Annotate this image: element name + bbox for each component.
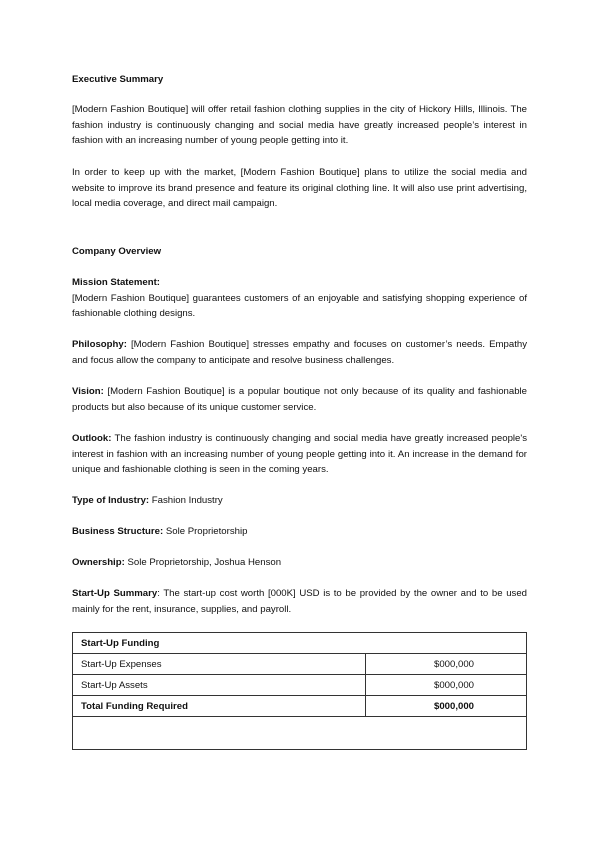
- startup-summary-label: Start-Up Summary: [72, 588, 158, 599]
- executive-summary-paragraph-1: [Modern Fashion Boutique] will offer retail fashion clothing supplies in the city of Hickory Hills, Illinois. The fashion industry is continuously changing and social media have greatly increased people’s interest in fashion with an increasing number of young people getting into it.: [72, 104, 527, 146]
- mission-statement-text: [Modern Fashion Boutique] guarantees customers of an enjoyable and satisfying shopping experience of fashionable clothing designs.: [72, 292, 527, 319]
- outlook-label: Outlook:: [72, 433, 112, 444]
- executive-summary-heading: Executive Summary: [72, 74, 164, 85]
- table-empty-row: [73, 717, 527, 750]
- executive-summary-paragraph-2: In order to keep up with the market, [Modern Fashion Boutique] plans to utilize the social media and website to improve its brand presence and feature its original clothing line. It will also use print advertising, local media coverage, and direct mail campaign.: [72, 167, 527, 209]
- business-structure-line: [72, 524, 527, 540]
- industry-line: [72, 493, 527, 509]
- table-row: [73, 675, 527, 696]
- table-total-row: [73, 696, 527, 717]
- startup-funding-table: [72, 632, 527, 750]
- table-total-amount: $000,000: [366, 696, 527, 717]
- mission-statement-label: Mission Statement:: [72, 277, 160, 288]
- vision-paragraph: [72, 384, 527, 415]
- company-overview-heading: Company Overview: [72, 246, 162, 257]
- ownership-text: Sole Proprietorship, Joshua Henson: [127, 557, 282, 568]
- vision-text: [Modern Fashion Boutique] is a popular boutique not only because of its quality and fashionable products but also because of its unique customer service.: [72, 386, 528, 413]
- table-cell-label: Start-Up Assets: [73, 675, 366, 696]
- table-header-row: [73, 633, 527, 654]
- industry-label: Type of Industry:: [72, 495, 150, 506]
- table-cell-amount: $000,000: [366, 654, 527, 675]
- outlook-paragraph: [72, 431, 527, 478]
- table-empty-cell: [73, 717, 527, 750]
- industry-text: Fashion Industry: [151, 495, 223, 506]
- ownership-label: Ownership:: [72, 557, 125, 568]
- mission-statement-section: [72, 275, 527, 322]
- philosophy-text: [Modern Fashion Boutique] stresses empathy and focuses on customer’s needs. Empathy and focus allow the company to anticipate and resolve business challenges.: [72, 339, 527, 366]
- outlook-text: The fashion industry is continuously changing and social media have greatly increased people's interest in fashion with an increasing number of young people getting into it. An increase in the demand for unique and fashionable clothing is seen in the coming years.: [72, 433, 527, 475]
- table-total-label: Total Funding Required: [73, 696, 366, 717]
- philosophy-label: Philosophy:: [72, 339, 127, 350]
- table-cell-amount: $000,000: [366, 675, 527, 696]
- startup-summary-text: : The start-up cost worth [000K] USD is to be provided by the owner and to be used mainly for the rent, insurance, supplies, and payroll.: [72, 588, 528, 615]
- table-row: [73, 654, 527, 675]
- philosophy-paragraph: [72, 337, 527, 368]
- ownership-line: [72, 555, 527, 571]
- table-cell-label: Start-Up Expenses: [73, 654, 366, 675]
- business-structure-text: Sole Proprietorship: [165, 526, 248, 537]
- vision-label: Vision:: [72, 386, 104, 397]
- table-header-cell: Start-Up Funding: [73, 633, 527, 654]
- business-structure-label: Business Structure:: [72, 526, 164, 537]
- startup-summary-paragraph: [72, 586, 527, 617]
